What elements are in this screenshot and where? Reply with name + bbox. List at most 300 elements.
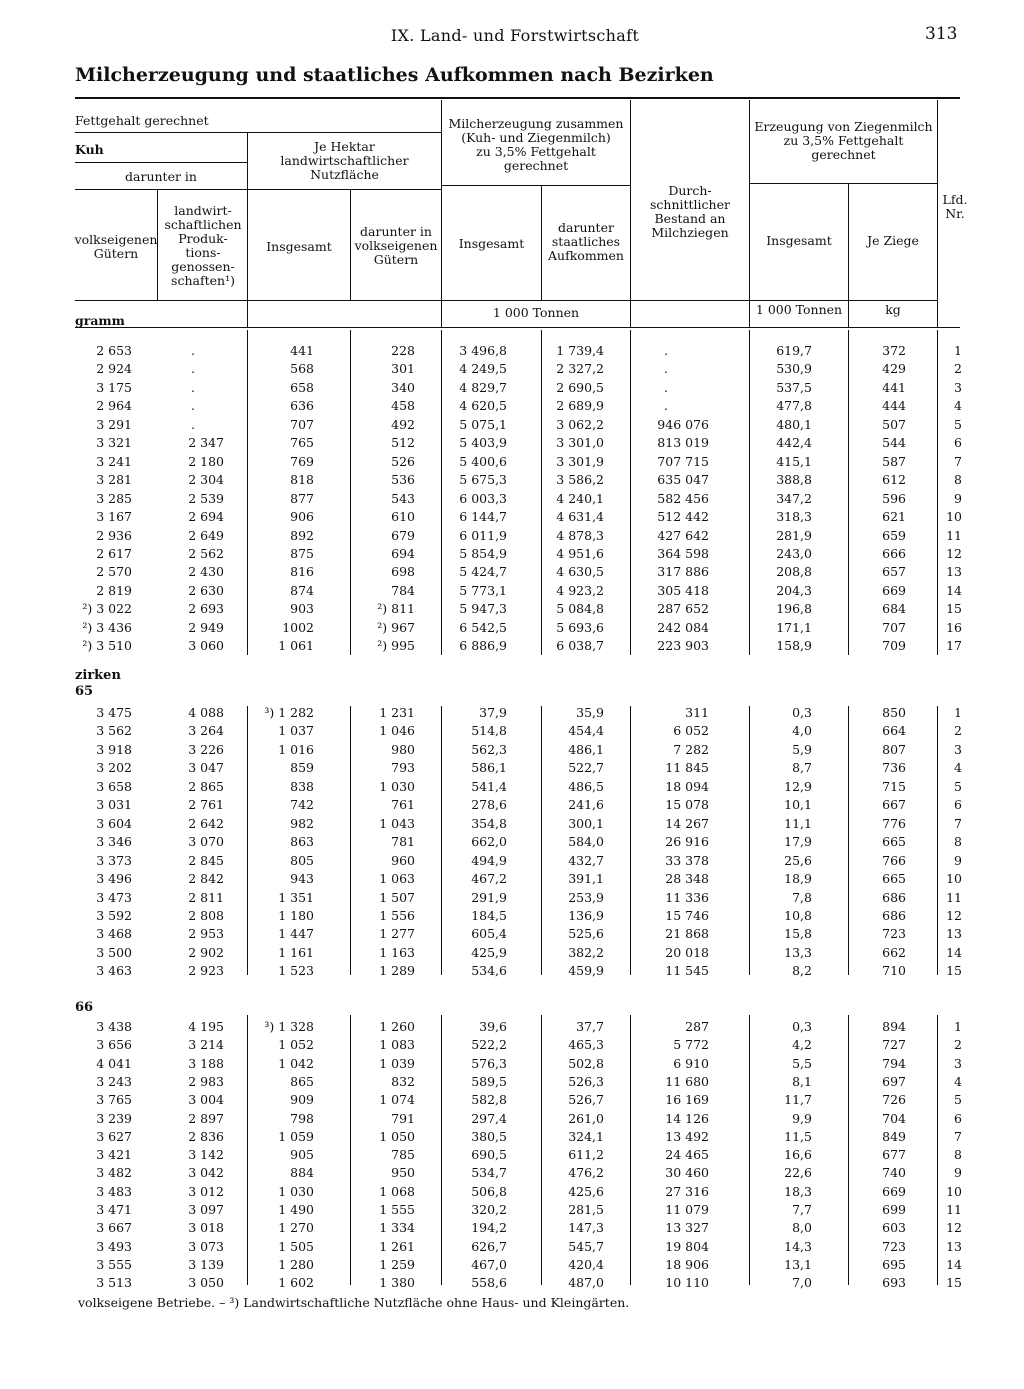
table-cell: 3 421 — [96, 1147, 132, 1163]
table-cell: 769 — [290, 453, 314, 469]
title-rule — [75, 97, 960, 99]
table-cell: 354,8 — [471, 815, 507, 831]
table-cell: 568 — [290, 361, 314, 377]
table-cell: 1 016 — [278, 741, 314, 757]
table-cell: 576,3 — [471, 1055, 507, 1071]
table-cell: 184,5 — [471, 907, 507, 923]
table-cell: 1 046 — [379, 723, 415, 739]
table-cell: 15 — [946, 963, 962, 979]
table-cell: 3 667 — [96, 1220, 132, 1236]
table-cell: 798 — [290, 1110, 314, 1126]
table-cell: 6 011,9 — [459, 527, 507, 543]
header-insgesamt-1: Insgesamt — [266, 239, 332, 254]
table-cell: . — [191, 379, 195, 395]
table-cell: 715 — [882, 778, 906, 794]
table-cell: 241,6 — [568, 797, 604, 813]
table-cell: 5 947,3 — [459, 601, 507, 617]
table-cell: 658 — [290, 379, 314, 395]
table-cell: 228 — [391, 343, 415, 358]
header-unit-kg: kg — [885, 302, 901, 317]
table-cell: 695 — [882, 1256, 906, 1272]
table-cell: 3 346 — [96, 834, 132, 850]
table-cell: 543 — [391, 490, 415, 506]
table-cell: 2 819 — [96, 582, 132, 598]
table-cell: 26 916 — [665, 834, 709, 850]
table-cell: 7 — [954, 453, 962, 469]
table-cell: 707 — [882, 619, 906, 635]
column-rule — [350, 1015, 351, 1285]
table-cell: 291,9 — [471, 889, 507, 905]
header-darunter-in: darunter in — [125, 169, 197, 184]
table-cell: 8,1 — [792, 1073, 812, 1089]
table-cell: 459,9 — [568, 963, 604, 979]
table-cell: . — [664, 379, 668, 395]
table-cell: 20 018 — [665, 944, 709, 960]
table-cell: 3 463 — [96, 963, 132, 979]
table-cell: 12 — [946, 545, 962, 561]
header-darunter-volkseigen: darunter in volkseigenen Gütern — [354, 224, 438, 267]
table-cell: 8,2 — [792, 963, 812, 979]
table-cell: 11,5 — [784, 1128, 812, 1144]
table-cell: 28 348 — [665, 871, 709, 887]
table-cell: ²) 3 022 — [82, 601, 132, 617]
table-cell: ²) 3 436 — [82, 619, 132, 635]
table-cell: 1 556 — [379, 907, 415, 923]
table-cell: 906 — [290, 509, 314, 525]
page-number: 313 — [925, 24, 958, 44]
column-rule — [848, 706, 849, 975]
table-cell: 10,1 — [784, 797, 812, 813]
table-cell: 432,7 — [568, 852, 604, 868]
table-cell: 1 289 — [379, 963, 415, 979]
table-cell: 11 — [946, 1202, 962, 1217]
table-cell: 3 202 — [96, 760, 132, 776]
table-cell: 877 — [290, 490, 314, 506]
header-unit-gramm: gramm — [75, 313, 125, 328]
table-cell: 17,9 — [784, 834, 812, 850]
column-rule — [937, 330, 938, 655]
table-cell: 1 063 — [379, 871, 415, 887]
table-cell: 666 — [882, 545, 906, 561]
table-cell: 2 180 — [188, 453, 224, 469]
table-cell: 710 — [882, 963, 906, 979]
table-cell: 818 — [290, 472, 314, 488]
table-cell: 427 642 — [657, 527, 709, 543]
table-cell: 2 983 — [188, 1073, 224, 1089]
table-cell: 2 693 — [188, 601, 224, 617]
table-cell: 37,7 — [576, 1019, 604, 1034]
table-cell: 766 — [882, 852, 906, 868]
table-cell: 2 690,5 — [556, 379, 604, 395]
table-cell: 2 808 — [188, 907, 224, 923]
table-cell: 693 — [882, 1275, 906, 1291]
table-cell: 544 — [882, 435, 906, 451]
table-cell: 6 003,3 — [459, 490, 507, 506]
table-cell: 5 693,6 — [556, 619, 604, 635]
table-cell: 39,6 — [479, 1019, 507, 1034]
table-cell: 3 062,2 — [556, 416, 604, 432]
table-cell: 1 555 — [379, 1202, 415, 1217]
table-cell: . — [191, 361, 195, 377]
header-rule — [75, 300, 937, 301]
table-cell: 1 280 — [278, 1256, 314, 1272]
table-cell: 686 — [882, 907, 906, 923]
table-cell: 892 — [290, 527, 314, 543]
column-rule — [441, 706, 442, 975]
table-cell: ²) 995 — [377, 638, 415, 654]
table-cell: 6 038,7 — [556, 638, 604, 654]
table-cell: 6 910 — [673, 1055, 709, 1071]
table-cell: 11 336 — [665, 889, 709, 905]
table-cell: 3 493 — [96, 1238, 132, 1254]
header-erzeugung-ziegenmilch: Erzeugung von Ziegenmilch zu 3,5% Fettgehalt gerechnet — [754, 119, 933, 162]
column-rule — [848, 1015, 849, 1285]
table-cell: 9 — [954, 852, 962, 868]
table-cell: 425,6 — [568, 1183, 604, 1199]
table-cell: 253,9 — [568, 889, 604, 905]
table-cell: 2 562 — [188, 545, 224, 561]
table-cell: 4 041 — [96, 1055, 132, 1071]
table-cell: 486,1 — [568, 741, 604, 757]
table-cell: 742 — [290, 797, 314, 813]
table-cell: 1002 — [282, 619, 314, 635]
table-cell: 3 142 — [188, 1147, 224, 1163]
table-cell: 454,4 — [568, 723, 604, 739]
table-cell: 287 652 — [657, 601, 709, 617]
table-cell: 4,0 — [792, 723, 812, 739]
table-cell: 3 167 — [96, 509, 132, 525]
table-cell: 1 083 — [379, 1037, 415, 1053]
table-cell: 441 — [882, 379, 906, 395]
table-cell: 4 — [954, 398, 962, 414]
table-cell: 1 074 — [379, 1092, 415, 1108]
table-cell: 2 630 — [188, 582, 224, 598]
table-cell: 522,2 — [471, 1037, 507, 1053]
table-cell: 10 — [946, 509, 962, 525]
header-lfd-nr: Lfd. Nr. — [942, 192, 968, 221]
table-cell: 3 004 — [188, 1092, 224, 1108]
table-cell: 875 — [290, 545, 314, 561]
table-cell: 2 327,2 — [556, 361, 604, 377]
table-cell: 444 — [882, 398, 906, 414]
table-cell: 7,8 — [792, 889, 812, 905]
table-cell: 281,9 — [776, 527, 812, 543]
table-cell: 15 — [946, 1275, 962, 1291]
table-cell: 196,8 — [776, 601, 812, 617]
header-lpg: landwirt- schaftlichen Produk- tions- genossen- schaften¹) — [164, 203, 242, 288]
table-cell: 507 — [882, 416, 906, 432]
table-cell: 12 — [946, 1220, 962, 1236]
table-cell: 874 — [290, 582, 314, 598]
table-cell: 5 — [954, 1092, 962, 1108]
table-cell: 3 483 — [96, 1183, 132, 1199]
table-cell: 3 586,2 — [556, 472, 604, 488]
table-cell: 3 — [954, 379, 962, 395]
table-cell: 12 — [946, 907, 962, 923]
table-cell: 3 012 — [188, 1183, 224, 1199]
column-rule — [247, 1015, 248, 1285]
column-rule — [350, 706, 351, 975]
table-cell: 1 161 — [278, 944, 314, 960]
column-rule — [937, 706, 938, 975]
table-cell: 2 653 — [96, 343, 132, 358]
table-cell: ²) 3 510 — [82, 638, 132, 654]
table-cell: 2 430 — [188, 564, 224, 580]
table-cell: 10 110 — [665, 1275, 709, 1291]
table-cell: 10,8 — [784, 907, 812, 923]
table-cell: 619,7 — [776, 343, 812, 358]
table-cell: 3 482 — [96, 1165, 132, 1181]
table-cell: 3 018 — [188, 1220, 224, 1236]
table-cell: 476,2 — [568, 1165, 604, 1181]
table-cell: 1 030 — [278, 1183, 314, 1199]
table-cell: 13,3 — [784, 944, 812, 960]
table-cell: 502,8 — [568, 1055, 604, 1071]
table-cell: 5 400,6 — [459, 453, 507, 469]
header-je-hektar: Je Hektar landwirtschaftlicher Nutzfläche — [280, 139, 409, 182]
table-cell: 3 475 — [96, 705, 132, 720]
table-cell: 526,7 — [568, 1092, 604, 1108]
table-cell: 669 — [882, 1183, 906, 1199]
table-cell: 320,2 — [471, 1202, 507, 1217]
table-cell: 849 — [882, 1128, 906, 1144]
table-cell: 794 — [882, 1055, 906, 1071]
table-cell: 838 — [290, 778, 314, 794]
header-unit-tonnen-1: 1 000 Tonnen — [492, 305, 580, 320]
table-cell: 21 868 — [665, 926, 709, 942]
table-cell: 707 715 — [657, 453, 709, 469]
table-cell: 3 139 — [188, 1256, 224, 1272]
table-cell: 709 — [882, 638, 906, 654]
table-cell: 281,5 — [568, 1202, 604, 1217]
table-cell: 3 175 — [96, 379, 132, 395]
table-cell: 242 084 — [657, 619, 709, 635]
table-cell: 3 285 — [96, 490, 132, 506]
header-rule — [75, 132, 441, 133]
header-insgesamt-2: Insgesamt — [458, 236, 525, 251]
table-cell: 950 — [391, 1165, 415, 1181]
table-cell: 558,6 — [471, 1275, 507, 1291]
table-cell: 6 — [954, 435, 962, 451]
table-cell: 11,7 — [784, 1092, 812, 1108]
table-cell: 25,6 — [784, 852, 812, 868]
table-cell: 300,1 — [568, 815, 604, 831]
table-cell: 530,9 — [776, 361, 812, 377]
header-kuh: Kuh — [75, 142, 104, 157]
table-cell: 287 — [685, 1019, 709, 1034]
table-cell: 6 052 — [673, 723, 709, 739]
table-cell: 3 604 — [96, 815, 132, 831]
table-cell: 1 334 — [379, 1220, 415, 1236]
table-cell: 1 270 — [278, 1220, 314, 1236]
table-cell: 2 694 — [188, 509, 224, 525]
header-rule — [75, 189, 441, 190]
table-cell: 4 829,7 — [459, 379, 507, 395]
table-cell: 261,0 — [568, 1110, 604, 1126]
table-cell: 1 447 — [278, 926, 314, 942]
table-cell: 1 602 — [278, 1275, 314, 1291]
table-cell: 612 — [882, 472, 906, 488]
table-cell: 586,1 — [471, 760, 507, 776]
table-cell: 677 — [882, 1147, 906, 1163]
table-cell: 4 195 — [188, 1019, 224, 1034]
table-cell: 9,9 — [792, 1110, 812, 1126]
table-cell: 3 301,9 — [556, 453, 604, 469]
table-cell: 3 496 — [96, 871, 132, 887]
table-cell: 1 163 — [379, 944, 415, 960]
table-cell: 347,2 — [776, 490, 812, 506]
table-cell: 30 460 — [665, 1165, 709, 1181]
table-cell: 526,3 — [568, 1073, 604, 1089]
table-cell: 12,9 — [784, 778, 812, 794]
table-cell: 429 — [882, 361, 906, 377]
table-cell: 3 496,8 — [459, 343, 507, 358]
table-cell: 611,2 — [568, 1147, 604, 1163]
table-cell: 1 042 — [278, 1055, 314, 1071]
table-cell: 2 347 — [188, 435, 224, 451]
table-cell: 589,5 — [471, 1073, 507, 1089]
table-cell: 13 — [946, 1238, 962, 1254]
table-cell: 1 505 — [278, 1238, 314, 1254]
table-cell: 514,8 — [471, 723, 507, 739]
header-unit-tonnen-2: 1 000 Tonnen — [755, 302, 843, 317]
table-cell: 584,0 — [568, 834, 604, 850]
table-cell: 3 513 — [96, 1275, 132, 1291]
table-cell: 664 — [882, 723, 906, 739]
table-cell: 3 562 — [96, 723, 132, 739]
table-cell: 3 468 — [96, 926, 132, 942]
column-rule — [630, 706, 631, 975]
table-cell: 3 047 — [188, 760, 224, 776]
table-cell: 596 — [882, 490, 906, 506]
table-cell: ²) 811 — [377, 601, 415, 617]
table-cell: 158,9 — [776, 638, 812, 654]
table-cell: 5 772 — [673, 1037, 709, 1053]
table-cell: 467,0 — [471, 1256, 507, 1272]
table-cell: 2 617 — [96, 545, 132, 561]
table-cell: 6 144,7 — [459, 509, 507, 525]
table-cell: 465,3 — [568, 1037, 604, 1053]
table-cell: 2 — [954, 723, 962, 739]
table-cell: 441 — [290, 343, 314, 358]
table-cell: 0,3 — [792, 705, 812, 720]
table-cell: 147,3 — [568, 1220, 604, 1236]
header-rule — [75, 162, 247, 163]
page-title: Milcherzeugung und staatliches Aufkommen nach Bezirken — [75, 64, 714, 86]
table-cell: . — [664, 361, 668, 377]
table-cell: 14 — [946, 944, 962, 960]
table-cell: 194,2 — [471, 1220, 507, 1236]
table-cell: 3 226 — [188, 741, 224, 757]
table-cell: 1 — [954, 343, 962, 358]
table-cell: 784 — [391, 582, 415, 598]
table-cell: 380,5 — [471, 1128, 507, 1144]
table-cell: 4 — [954, 760, 962, 776]
table-cell: 19 804 — [665, 1238, 709, 1254]
table-cell: 960 — [391, 852, 415, 868]
table-cell: 10 — [946, 871, 962, 887]
table-cell: 2 — [954, 1037, 962, 1053]
table-cell: 657 — [882, 564, 906, 580]
table-cell: 1 490 — [278, 1202, 314, 1217]
table-cell: 6 — [954, 797, 962, 813]
table-cell: 11 079 — [665, 1202, 709, 1217]
table-cell: 8 — [954, 834, 962, 850]
table-cell: 534,6 — [471, 963, 507, 979]
table-cell: 11,1 — [784, 815, 812, 831]
table-cell: 15 — [946, 601, 962, 617]
table-cell: 9 — [954, 490, 962, 506]
table-cell: 1 231 — [379, 705, 415, 720]
table-cell: 420,4 — [568, 1256, 604, 1272]
column-rule — [749, 706, 750, 975]
table-cell: 1 739,4 — [556, 343, 604, 358]
header-volkseigenen-guetern: volkseigenen Gütern — [74, 232, 158, 261]
table-cell: 522,7 — [568, 760, 604, 776]
column-rule — [749, 1015, 750, 1285]
table-cell: 1 068 — [379, 1183, 415, 1199]
table-cell: 7 — [954, 1128, 962, 1144]
table-cell: 11 680 — [665, 1073, 709, 1089]
table-cell: 1 523 — [278, 963, 314, 979]
table-cell: 3 471 — [96, 1202, 132, 1217]
table-cell: 3 060 — [188, 638, 224, 654]
table-cell: 1 — [954, 1019, 962, 1034]
table-cell: 1 037 — [278, 723, 314, 739]
table-cell: 1 052 — [278, 1037, 314, 1053]
table-cell: 665 — [882, 871, 906, 887]
table-cell: 704 — [882, 1110, 906, 1126]
section-label: zirken 65 — [75, 668, 121, 699]
table-cell: 665 — [882, 834, 906, 850]
table-cell: 506,8 — [471, 1183, 507, 1199]
table-cell: 2 649 — [188, 527, 224, 543]
table-cell: 805 — [290, 852, 314, 868]
table-cell: 610 — [391, 509, 415, 525]
table-cell: 494,9 — [471, 852, 507, 868]
table-cell: 415,1 — [776, 453, 812, 469]
table-cell: 1 260 — [379, 1019, 415, 1034]
header-fettgehalt: Fettgehalt gerechnet — [75, 113, 209, 128]
table-cell: 492 — [391, 416, 415, 432]
table-cell: ³) 1 282 — [264, 705, 314, 720]
header-milcherzeugung-zusammen: Milcherzeugung zusammen (Kuh- und Ziegenmilch) zu 3,5% Fettgehalt gerechnet — [448, 116, 624, 173]
footnote: volkseigene Betriebe. – ³) Landwirtschaftliche Nutzfläche ohne Haus- und Kleingärten. — [78, 1295, 630, 1310]
header-darunter-staatlich: darunter staatliches Aufkommen — [548, 220, 624, 263]
column-rule — [247, 706, 248, 975]
header-rule — [75, 327, 960, 328]
column-rule — [749, 330, 750, 655]
table-cell: 15 078 — [665, 797, 709, 813]
table-cell: 626,7 — [471, 1238, 507, 1254]
table-cell: 2 923 — [188, 963, 224, 979]
table-cell: 582,8 — [471, 1092, 507, 1108]
table-cell: 8 — [954, 1147, 962, 1163]
table-cell: 2 642 — [188, 815, 224, 831]
table-cell: 8,7 — [792, 760, 812, 776]
table-cell: 480,1 — [776, 416, 812, 432]
table-cell: 18 906 — [665, 1256, 709, 1272]
table-cell: 545,7 — [568, 1238, 604, 1254]
table-cell: 3 765 — [96, 1092, 132, 1108]
table-cell: 2 539 — [188, 490, 224, 506]
table-cell: 3 042 — [188, 1165, 224, 1181]
table-cell: 5,5 — [792, 1055, 812, 1071]
table-cell: 24 465 — [665, 1147, 709, 1163]
table-cell: 684 — [882, 601, 906, 617]
table-cell: 372 — [882, 343, 906, 358]
table-cell: 208,8 — [776, 564, 812, 580]
